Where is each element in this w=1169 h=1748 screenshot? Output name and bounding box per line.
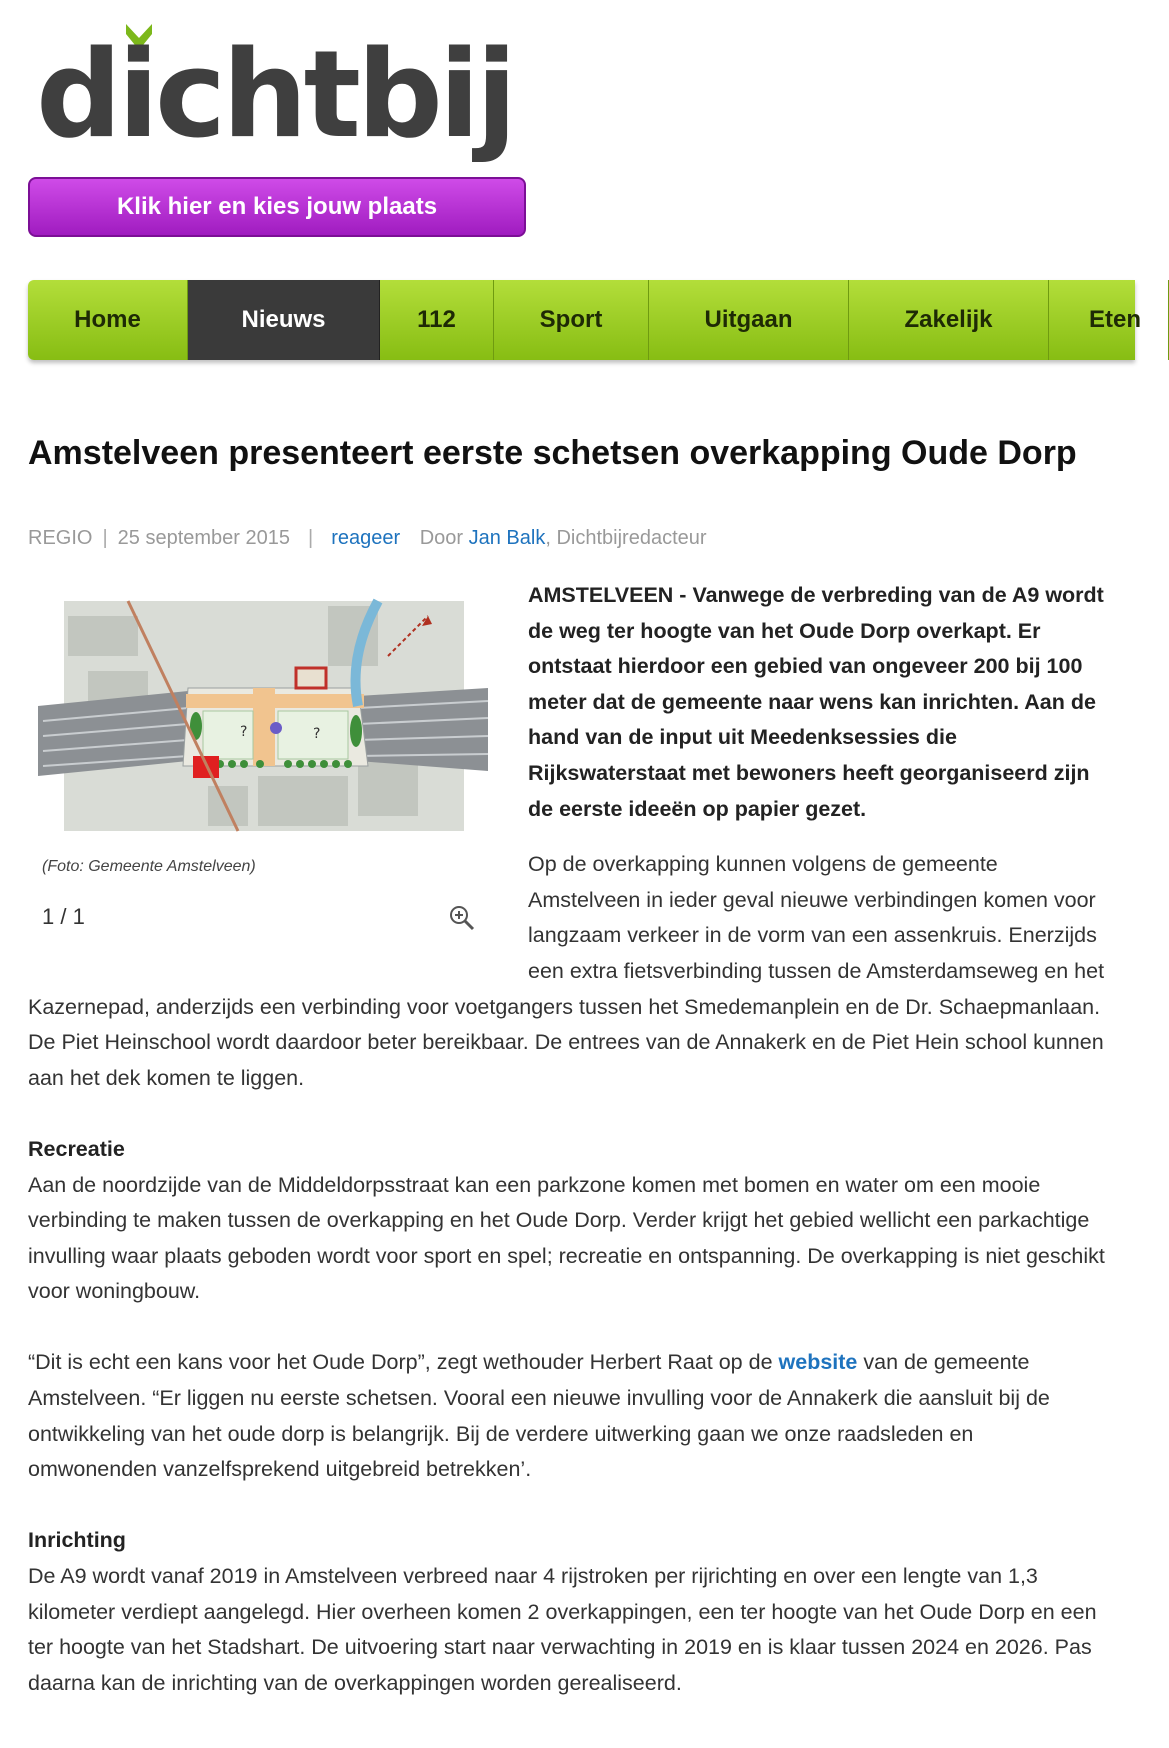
category-label[interactable]: REGIO <box>28 527 93 549</box>
nav-item-sport[interactable]: Sport <box>494 280 649 360</box>
article-title: Amstelveen presenteert eerste schetsen overkapping Oude Dorp <box>28 434 1077 472</box>
heading-recreatie: Recreatie <box>28 1136 125 1161</box>
nav-item-uitgaan[interactable]: Uitgaan <box>649 280 849 360</box>
map-question-mark: ? <box>240 724 248 740</box>
website-link[interactable]: website <box>778 1350 858 1375</box>
heading-inrichting: Inrichting <box>28 1528 126 1553</box>
nav-item-eten[interactable]: Eten <box>1049 280 1169 360</box>
logo-text: dichtbij <box>36 26 514 165</box>
paragraph-1: Op de overkapping kunnen volgens de gemeente Amstelveen in ieder geval nieuwe verbindingen komen voor langzaam verkeer in de vorm van een assenkruis. Enerzijds een extra fietsverbinding tussen de Amsterdamseweg en het Kazernepad, anderzijds een verbinding voor voetgangers tussen het Smedemanplein en de Dr. Schaepmanlaan. De Piet Heinschool wordt daardoor beter bereikbaar. De entrees van de Annakerk en de Piet Hein school kunnen aan het dek komen te liggen. <box>28 852 1105 1090</box>
image-caption: (Foto: Gemeente Amstelveen) <box>42 858 256 875</box>
author-link[interactable]: Jan Balk <box>468 527 546 549</box>
paragraph-3: “Dit is echt een kans voor het Oude Dorp”, zegt wethouder Herbert Raat op de website van de gemeente Amstelveen. “Er liggen nu eerste schetsen. Vooral een nieuwe invulling voor de Annakerk die aansluit bij de ontwikkeling van het oude dorp is belangrijk. Bij de verdere uitwerking gaan we onze raadsleden en omwonenden vanzelfsprekend uitgebreid betrekken’. <box>28 1350 1050 1482</box>
paragraph-4: De A9 wordt vanaf 2019 in Amstelveen verbreed naar 4 rijstroken per rijrichting en over een lengte van 1,3 kilometer verdiept aangelegd. Hier overheen komen 2 overkappingen, een ter hoogte van het Oude Dorp en een ter hoogte van het Stadshart. De uitvoering start naar verwachting in 2019 en is klaar tussen 2024 en 2026. Pas daarna kan de inrichting van de overkappingen worden gerealiseerd. <box>28 1564 1097 1695</box>
overkapping-sketch-image[interactable] <box>28 596 488 836</box>
nav-item-nieuws[interactable]: Nieuws <box>188 280 380 360</box>
nav-item-zakelijk[interactable]: Zakelijk <box>849 280 1049 360</box>
article-meta: REGIO | 25 september 2015 | reageer Door Jan Balk, Dichtbijredacteur <box>28 527 707 549</box>
zoom-in-icon[interactable] <box>448 904 476 932</box>
nav-item-home[interactable]: Home <box>28 280 188 360</box>
dichtbij-logo[interactable] <box>36 18 536 168</box>
comment-link[interactable]: reageer <box>331 527 401 549</box>
article-figure <box>28 596 508 929</box>
nav-item-112[interactable]: 112 <box>380 280 494 360</box>
author-role: , Dichtbijredacteur <box>545 527 707 549</box>
image-counter: 1 / 1 <box>42 904 85 929</box>
publish-date: 25 september 2015 <box>117 527 290 549</box>
choose-place-button[interactable]: Klik hier en kies jouw plaats <box>28 177 526 237</box>
by-label: Door <box>419 527 464 549</box>
main-nav <box>28 280 1142 360</box>
map-question-mark: ? <box>313 726 321 742</box>
article-lead: AMSTELVEEN - Vanwege de verbreding van de A9 wordt de weg ter hoogte van het Oude Dorp overkapt. Er ontstaat hierdoor een gebied van ongeveer 200 bij 100 meter dat de gemeente naar wens kan inrichten. Aan de hand van de input uit Meedenksessies die Rijkswaterstaat met bewoners heeft georganiseerd zijn de eerste ideeën op papier gezet. <box>528 583 1104 821</box>
paragraph-2: Aan de noordzijde van de Middeldorpsstraat kan een parkzone komen met bomen en water om een mooie verbinding te maken tussen de overkapping en het Oude Dorp. Verder krijgt het gebied wellicht een parkachtige invulling waar plaats geboden wordt voor sport en spel; recreatie en ontspanning. De overkapping is niet geschikt voor woningbouw. <box>28 1172 1105 1304</box>
